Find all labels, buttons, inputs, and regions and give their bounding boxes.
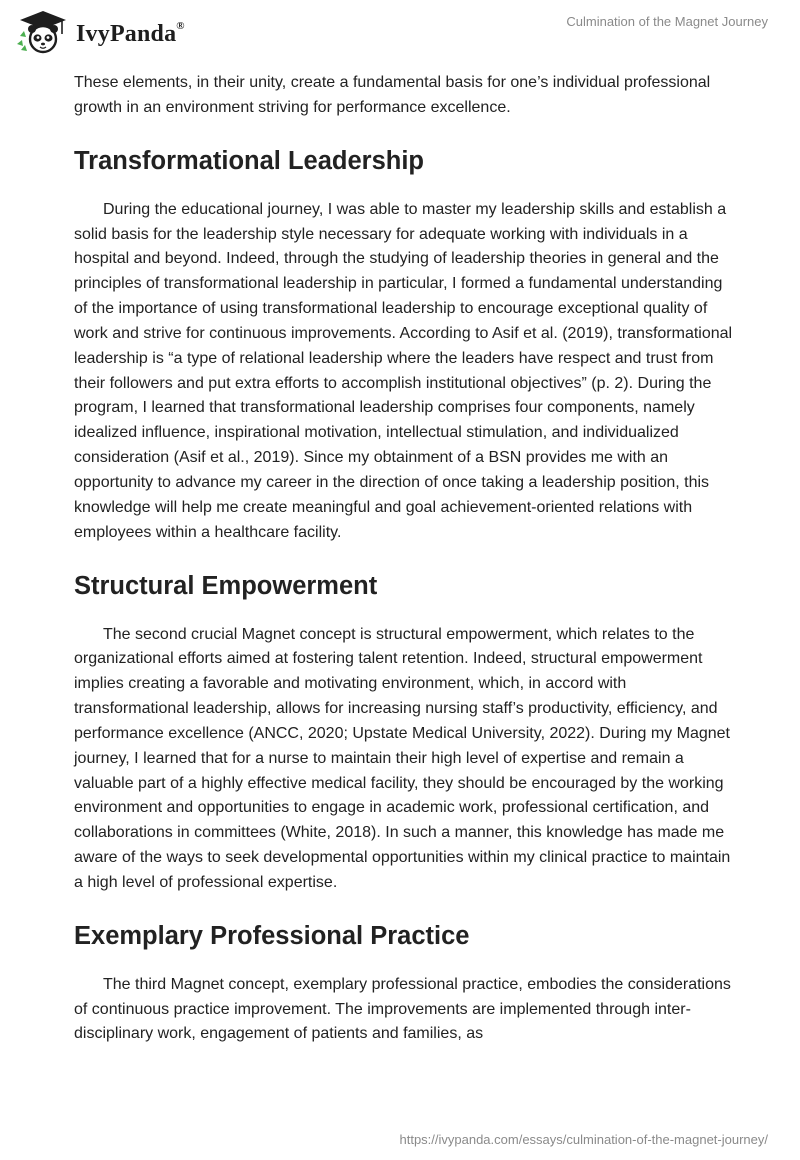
essay-content — [74, 71, 734, 1047]
paragraph-exemplary-professional-practice: The third Magnet concept, exemplary professional practice, embodies the considerations of continuous practice improvement. The improvements are implemented through inter-disciplinary work, engagement of patients and families, as — [74, 975, 731, 1043]
intro-paragraph: These elements, in their unity, create a fundamental basis for one’s individual professional growth in an environment striving for performance excellence. — [74, 74, 711, 116]
paragraph-transformational-leadership: During the educational journey, I was able to master my leadership skills and establish a solid basis for the leadership style necessary for adequate working with individuals in a hospital and beyond. Indeed, through the studying of leadership theories in general and the principles of transformational leadership in particular, I formed a fundamental understanding of the importance of using transformational leadership to encourage exceptional quality of work and strive for continuous improvements. According to Asif et al. (2019), transformational leadership is “a type of relational leadership where the leaders have respect and trust from their followers and put extra efforts to accomplish institutional objectives” (p. 2). During the program, I learned that transformational leadership comprises four components, namely idealized influence, inspirational motivation, intellectual stimulation, and individualized consideration (Asif et al., 2019). Since my obtainment of a BSN provides me with an opportunity to advance my career in the direction of once taking a leadership position, this knowledge will help me create meaningful and goal achievement-oriented relations with employees within a healthcare facility. — [74, 200, 733, 541]
heading-exemplary-professional-practice: Exemplary Professional Practice — [74, 921, 470, 950]
brand-name: IvyPanda® — [76, 19, 185, 47]
page-header — [0, 0, 800, 70]
paragraph-structural-empowerment: The second crucial Magnet concept is structural empowerment, which relates to the organizational efforts aimed at fostering talent retention. Indeed, structural empowerment implies creating a favorable and motivating environment, which, in accord with transformational leadership, allows for increasing nursing staff’s productivity, efficiency, and performance excellence (ANCC, 2020; Upstate Medical University, 2022). During my Magnet journey, I learned that for a nurse to maintain their high level of expertise and remain a valuable part of a highly effective medical facility, they should be encouraged by the working environment and opportunities to engage in academic work, professional certification, and collaborations in committees (White, 2018). In such a manner, this knowledge has made me aware of the ways to seek developmental opportunities within my clinical practice to maintain a high level of professional expertise. — [74, 625, 731, 891]
panda-graduate-icon — [16, 8, 70, 56]
source-url-link[interactable]: https://ivypanda.com/essays/culmination-of-the-magnet-journey/ — [399, 1132, 768, 1147]
heading-transformational-leadership: Transformational Leadership — [74, 146, 425, 175]
ivypanda-logo[interactable] — [16, 8, 185, 56]
document-title: Culmination of the Magnet Journey — [566, 14, 768, 29]
heading-structural-empowerment: Structural Empowerment — [74, 571, 378, 600]
